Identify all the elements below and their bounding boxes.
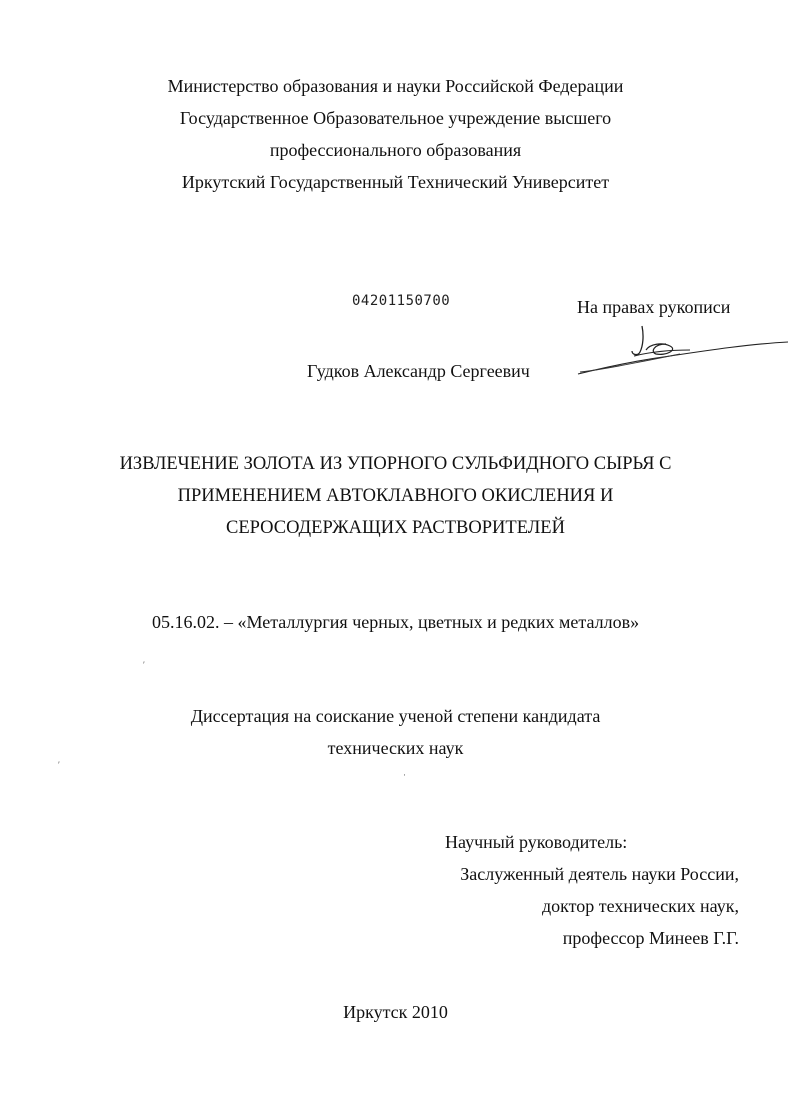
degree-line-1: Диссертация на соискание ученой степени кандидата [190,706,601,726]
author-name: Гудков Александр Сергеевич [307,361,530,381]
supervisor-title-1: Заслуженный деятель науки России, [460,864,739,884]
scan-speck: ′ [58,760,60,770]
specialty-line: 05.16.02. – «Металлургия черных, цветных и редких металлов» [151,612,640,632]
supervisor-name: профессор Минеев Г.Г. [562,928,739,948]
title-line-1: ИЗВЛЕЧЕНИЕ ЗОЛОТА ИЗ УПОРНОГО СУЛЬФИДНОГО СЫРЬЯ С [119,454,672,474]
title-line-2: ПРИМЕНЕНИЕМ АВТОКЛАВНОГО ОКИСЛЕНИЯ И [177,486,614,506]
scan-speck: · [403,770,406,780]
institution-line-2: профессионального образования [269,140,522,160]
institution-line-1: Государственное Образовательное учреждение высшего [179,108,612,128]
ministry-line: Министерство образования и науки Российской Федерации [167,76,624,96]
scan-speck: ′ [143,660,145,670]
university-line: Иркутский Государственный Технический Университет [181,172,610,192]
registration-number: 04201150700 [352,293,451,309]
manuscript-note: На правах рукописи [577,297,731,317]
degree-line-2: технических наук [327,738,464,758]
author-signature [570,322,790,382]
city-year: Иркутск 2010 [343,1002,448,1022]
supervisor-title-2: доктор технических наук, [542,896,739,916]
supervisor-label: Научный руководитель: [445,832,628,852]
title-line-3: СЕРОСОДЕРЖАЩИХ РАСТВОРИТЕЛЕЙ [226,518,565,538]
